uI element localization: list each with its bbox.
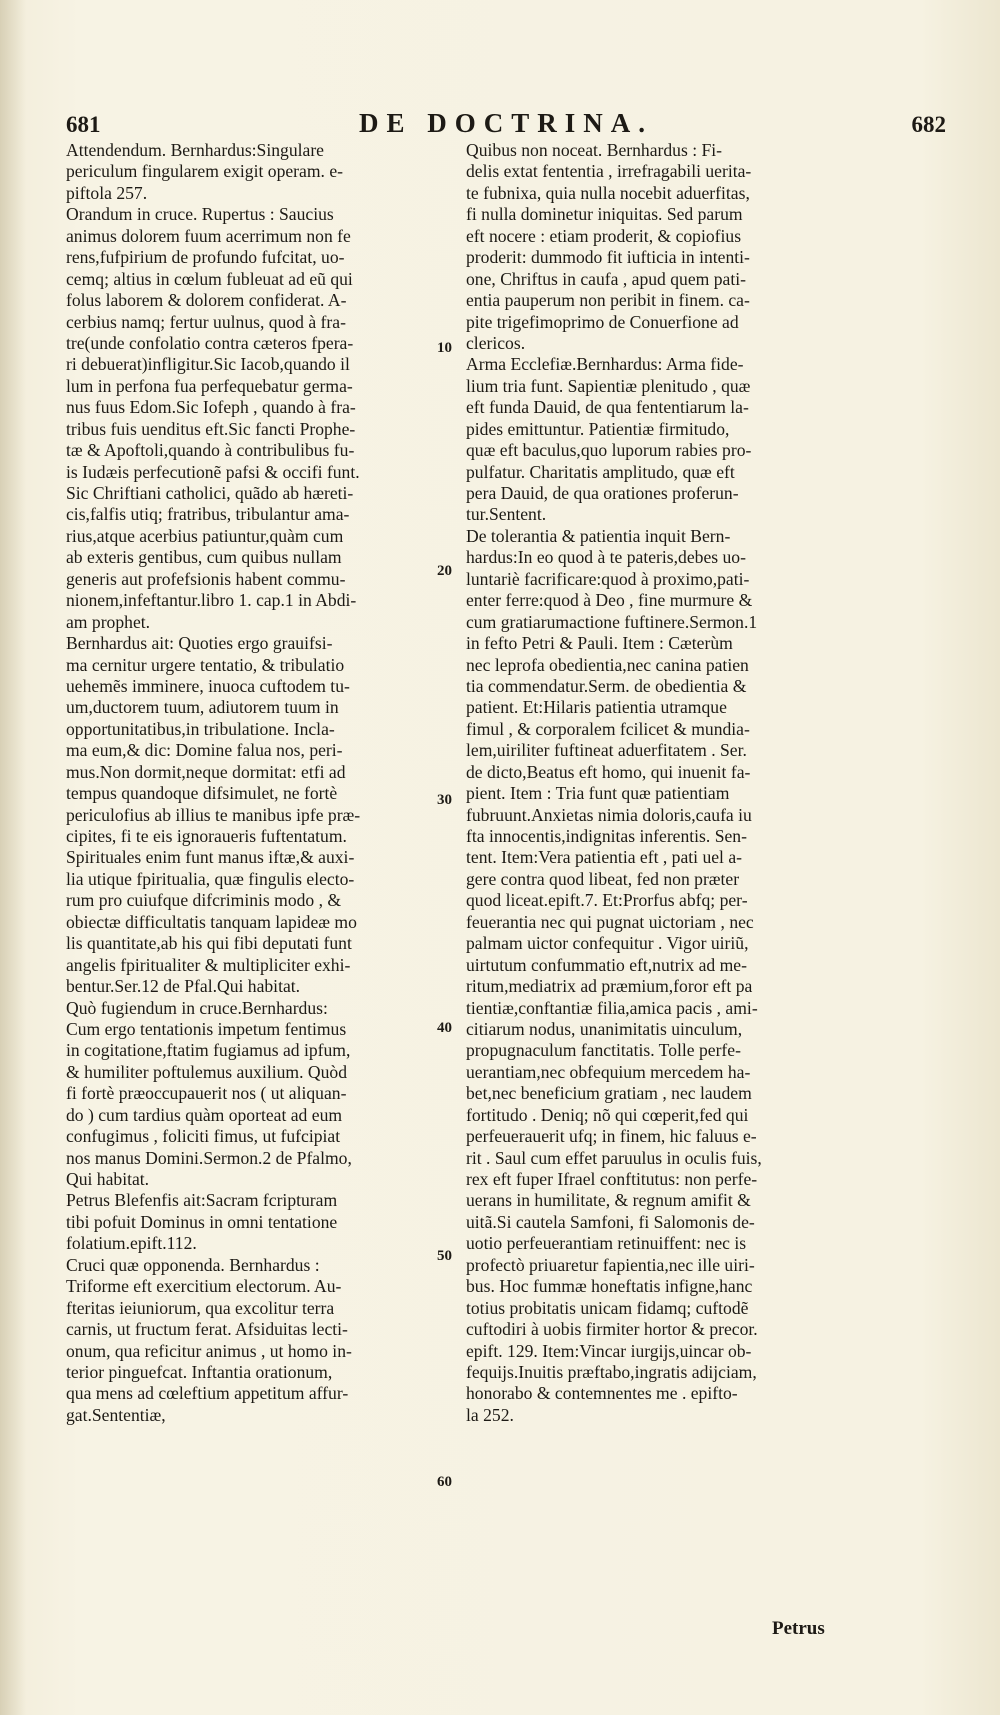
text-line: folatium.epift.112. <box>66 1233 197 1254</box>
text-line: delis extat fententia , irrefragabili uerita- <box>466 161 752 182</box>
text-line: tent. Item:Vera patientia eft , pati uel a- <box>466 847 743 868</box>
binding-shadow <box>0 0 26 1715</box>
line-number-40: 40 <box>437 1020 452 1036</box>
text-line: tientiæ,conftantiæ filia,amica pacis , ami- <box>466 997 758 1018</box>
text-line: Quibus non noceat. Bernhardus : Fi- <box>466 140 723 160</box>
text-line: fequijs.Inuitis præftabo,ingratis adijciam, <box>466 1361 757 1382</box>
text-line: rens,fufpirium de profundo fufcitat, uo- <box>66 247 345 268</box>
text-line: luntariè facrificare:quod à proximo,pati- <box>466 568 750 589</box>
text-line: cerbius namq; fertur uulnus, quod à fra- <box>66 311 346 332</box>
text-line: tibi pofuit Dominus in omni tentatione <box>66 1211 338 1232</box>
text-line: uotio perfeuerantiam retinuiffent: nec is <box>466 1233 747 1254</box>
text-line: lis quantitate,ab his qui fibi deputati funt <box>66 933 352 954</box>
text-line: nionem,infeftantur.libro 1. cap.1 in Abdi- <box>66 590 357 611</box>
text-line: pera Dauid, de qua orationes proferun- <box>466 483 739 503</box>
text-line: tempus quandoque difsimulet, ne fortè <box>66 783 338 804</box>
text-line: animus dolorem fuum acerrimum non fe <box>66 225 351 246</box>
text-line: nec leprofa obedientia,nec canina patien <box>466 654 749 675</box>
text-line: pite trigefimoprimo de Conuerfione ad <box>466 311 739 332</box>
text-line: periculum fingularem exigit operam. e- <box>66 161 343 182</box>
line-number-50: 50 <box>437 1248 452 1264</box>
line-number-30: 30 <box>437 792 452 808</box>
text-line: propugnaculum fanctitatis. Tolle perfe- <box>466 1040 741 1061</box>
text-line: de dicto,Beatus eft homo, qui inuenit fa- <box>466 761 751 782</box>
text-line: citiarum nodus, unanimitatis uinculum, <box>466 1018 743 1039</box>
text-line: tur.Sentent. <box>466 504 547 525</box>
text-line: obiectæ difficultatis tanquam lapideæ mo <box>66 911 357 932</box>
text-line: cum gratiarumactione fuftinere.Sermon.1 <box>466 611 758 632</box>
left-column <box>66 140 444 1426</box>
text-line: ri debuerat)infligitur.Sic Iacob,quando il <box>66 354 350 375</box>
text-line: quæ eft baculus,quo luporum rabies pro- <box>466 440 752 461</box>
text-line: piftola 257. <box>66 182 148 203</box>
text-line: rit . Saul cum effet paruulus in oculis fuis, <box>466 1147 762 1168</box>
text-line: fteritas ieiuniorum, qua excolitur terra <box>66 1297 335 1318</box>
text-line: cis,falfis utiq; fratribus, tribulantur ama- <box>66 504 350 525</box>
text-line: eft nocere : etiam proderit, & copiofius <box>466 225 742 246</box>
text-line: enter ferre:quod à Deo , fine murmure & <box>466 590 753 611</box>
text-line: periculofius ab illius te manibus ipfe præ- <box>66 804 361 825</box>
text-line: qua mens ad cœleftium appetitum affur- <box>66 1383 349 1404</box>
text-line: pulfatur. Charitatis amplitudo, quæ eft <box>466 461 735 482</box>
text-line: cuftodiri à uobis firmiter hortor & precor. <box>466 1319 758 1340</box>
text-line: eft funda Dauid, de qua fententiarum la- <box>466 397 749 418</box>
text-line: opportunitatibus,in tribulatione. Incla- <box>66 718 335 739</box>
text-line: gere contra quod libeat, fed non præter <box>466 868 740 889</box>
text-line: te fubnixa, quia nulla nocebit aduerfitas, <box>466 182 750 203</box>
text-line: rum pro cuiufque difcriminis modo , & <box>66 890 342 911</box>
text-line: in fefto Petri & Pauli. Item : Cæterùm <box>466 633 733 654</box>
text-line: rex eft fuper Ifrael conftitutus: non perfe- <box>466 1169 758 1189</box>
text-line: perfeuerauerit ufq; in finem, hic faluus e- <box>466 1126 757 1147</box>
text-line: rius,atque acerbius patiuntur,quàm cum <box>66 525 344 546</box>
text-line: Bernhardus ait: Quoties ergo grauifsi- <box>66 633 333 654</box>
text-line: entia pauperum non peribit in finem. ca- <box>466 290 750 311</box>
text-line: la 252. <box>466 1404 514 1425</box>
text-line: is Iudæis perfecutionẽ pafsi & occifi funt. <box>66 461 360 482</box>
text-line: proderit: dummodo fit iufticia in intenti- <box>466 247 750 268</box>
text-line: Cum ergo tentationis impetum fentimus <box>66 1018 347 1039</box>
running-head: DE DOCTRINA. <box>358 108 654 138</box>
text-line: gat.Sententiæ, <box>66 1404 166 1425</box>
text-line: feuerantia nec qui pugnat uictoriam , nec <box>466 911 754 932</box>
text-line: Petrus Blefenfis ait:Sacram fcripturam <box>66 1190 338 1211</box>
text-line: ma eum,& dic: Domine falua nos, peri- <box>66 740 343 761</box>
text-line: Orandum in cruce. Rupertus : Saucius <box>66 204 334 225</box>
text-line: in cogitatione,ftatim fugiamus ad ipfum, <box>66 1040 351 1061</box>
text-line: uirtutum confummatio eft,nutrix ad me- <box>466 954 747 975</box>
text-line: lem,uiriliter fuftineat aduerfitatem . Ser. <box>466 740 747 761</box>
text-line: fimul , & corporalem fcilicet & mundia- <box>466 718 750 739</box>
catchword: Petrus <box>772 1618 825 1639</box>
text-line: am prophet. <box>66 611 151 632</box>
text-line: Spirituales enim funt manus iftæ,& auxi- <box>66 847 355 868</box>
text-line: fta innocentis,indignitas inferentis. Sen- <box>466 826 747 846</box>
text-line: Qui habitat. <box>66 1169 150 1189</box>
text-line: bentur.Ser.12 de Pfal.Qui habitat. <box>66 976 301 997</box>
text-line: mus.Non dormit,neque dormitat: etfi ad <box>66 761 346 782</box>
folio-left: 681 <box>66 112 101 137</box>
text-line: onum, qua reficitur animus , ut homo in- <box>66 1340 352 1361</box>
text-line: lum in perfona fua perfequebatur germa- <box>66 375 353 396</box>
text-line: angelis fpiritualiter & multipliciter exhi- <box>66 954 351 975</box>
text-line: Triforme eft exercitium electorum. Au- <box>66 1276 342 1297</box>
text-line: uitã.Si cautela Samfoni, fi Salomonis de- <box>466 1211 755 1232</box>
text-line: epift. 129. Item:Vincar iurgijs,uincar ob- <box>466 1340 752 1361</box>
folio-right: 682 <box>911 112 946 137</box>
text-line: do ) cum tardius quàm oporteat ad eum <box>66 1104 343 1125</box>
text-line: ab exteris gentibus, cum quibus nullam <box>66 547 342 568</box>
text-line: pient. Item : Tria funt quæ patientiam <box>466 783 730 804</box>
text-line: lia utique fpiritualia, quæ fingulis electo- <box>66 868 355 889</box>
line-number-60: 60 <box>437 1474 452 1490</box>
text-line: confugimus , foliciti fimus, ut fufcipiat <box>66 1126 341 1147</box>
text-line: Cruci quæ opponenda. Bernhardus : <box>66 1254 320 1275</box>
text-line: lium tria funt. Sapientiæ plenitudo , quæ <box>466 375 751 396</box>
text-line: cipites, fi te eis ignoraueris fuftentatum. <box>66 826 347 846</box>
text-line: terior pinguefcat. Inftantia orationum, <box>66 1361 333 1382</box>
text-line: clericos. <box>466 332 526 353</box>
text-line: tribus fuis uenditus eft.Sic fancti Prophe- <box>66 418 356 439</box>
text-line: nos manus Domini.Sermon.2 de Pfalmo, <box>66 1147 352 1168</box>
text-line: fi nulla dominetur iniquitas. Sed parum <box>466 204 743 225</box>
text-line: ma cernitur urgere tentatio, & tribulatio <box>66 654 345 675</box>
text-line: bet,nec beneficium gratiam , nec laudem <box>466 1083 752 1104</box>
text-line: carnis, ut fructum ferat. Afsiduitas lecti- <box>66 1319 348 1340</box>
text-line: um,ductorem tuum, adiutorem tuum in <box>66 697 339 718</box>
text-line: De tolerantia & patientia inquit Bern- <box>466 525 731 546</box>
line-number-20: 20 <box>437 563 452 579</box>
text-line: Attendendum. Bernhardus:Singulare <box>66 140 324 160</box>
text-line: totius probitatis unicam fidamq; cuftodẽ <box>466 1297 749 1318</box>
text-line: Quò fugiendum in cruce.Bernhardus: <box>66 997 328 1018</box>
text-line: bus. Hoc fummæ honeftatis infigne,hanc <box>466 1276 753 1297</box>
text-line: fubruunt.Anxietas nimia doloris,caufa iu <box>466 804 752 825</box>
text-line: pides emittuntur. Patientiæ firmitudo, <box>466 418 730 439</box>
text-line: fi fortè præoccupauerit nos ( ut aliquan- <box>66 1083 347 1104</box>
text-line: palmam uictor confequitur . Vigor uiriũ, <box>466 933 749 954</box>
text-line: Arma Ecclefiæ.Bernhardus: Arma fide- <box>466 354 744 375</box>
text-line: tre(unde confolatio contra cæteros fpera- <box>66 332 354 353</box>
text-line: Sic Chriftiani catholici, quãdo ab hæreti- <box>66 483 354 503</box>
text-line: generis aut profefsionis habent commu- <box>66 568 346 589</box>
text-line: tæ & Apoftoli,quando à contribulibus fu- <box>66 440 355 461</box>
text-line: uerans in humilitate, & regnum amifit & <box>466 1190 751 1211</box>
text-line: honorabo & contemnentes me . epifto- <box>466 1383 738 1404</box>
text-line: one, Chriftus in caufa , apud quem pati- <box>466 268 746 289</box>
text-line: nus fuus Edom.Sic Iofeph , quando à fra- <box>66 397 356 418</box>
text-line: folus laborem & dolorem confiderat. A- <box>66 290 347 311</box>
text-line: patient. Et:Hilaris patientia utramque <box>466 697 727 718</box>
text-line: quod liceat.epift.7. Et:Prorfus abfq; per- <box>466 890 748 911</box>
line-number-10: 10 <box>437 340 452 356</box>
text-line: ritum,mediatrix ad præmium,foror eft pa <box>466 976 753 997</box>
text-line: tia commendatur.Serm. de obedientia & <box>466 675 747 696</box>
text-line: uerantiam,nec obfequium mercedem ha- <box>466 1061 751 1082</box>
text-line: profectò priuaretur fapientia,nec ille uiri- <box>466 1254 755 1275</box>
text-line: & humiliter poftulemus auxilium. Quòd <box>66 1061 347 1082</box>
text-line: cemq; altius in cœlum fubleuat ad eũ qui <box>66 268 353 289</box>
text-line: fortitudo . Deniq; nõ qui cœperit,fed qui <box>466 1104 749 1125</box>
right-column <box>466 140 864 1426</box>
text-line: uehemẽs imminere, inuoca cuftodem tu- <box>66 675 350 696</box>
text-line: hardus:In eo quod à te pateris,debes uo- <box>466 547 746 568</box>
